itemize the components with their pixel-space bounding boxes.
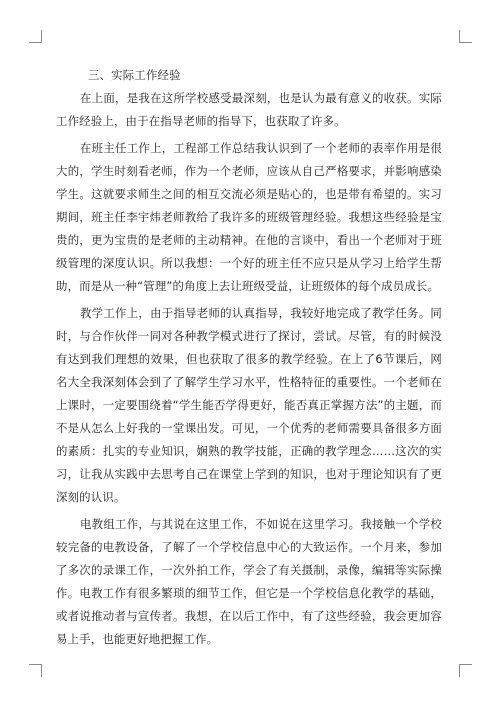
paragraph-class-teacher-work: 在班主任工作上，工程部工作总结我认识到了一个老师的表率作用是很大的，学生时刻看老师，作为一个老师，应该从自己严格要求，并影响感染学生。这就要求师生之间的相互交流必须是贴心的，也是带有希望的。实习期间，班主任李宇炜老师教给了我许多的班级管理经验。我想这些经验是宝贵的，更为宝贵的是老师的主动精神。在他的言谈中，看出一个老师对于班级管理的深度认识。所以我想：一个好的班主任不应只是从学习上给学生帮助，而是从一种“管理”的角度上去让班级受益，让班级体的每个成员成长。 (56, 141, 442, 293)
crop-mark-bottom-right (459, 664, 472, 677)
section-title: 三、实际工作经验 (88, 68, 181, 82)
crop-mark-top-right (459, 30, 472, 43)
paragraph-work-experience-intro: 在上面，是我在这所学校感受最深刻，也是认为最有意义的收获。实际工作经验上，由于在指导老师的指导下，也获取了许多。 (56, 91, 442, 128)
crop-mark-bottom-left (29, 664, 42, 677)
paragraph-av-education-work: 电教组工作，与其说在这里工作，不如说在这里学习。我接触一个学校较完备的电教设备，了解了一个学校信息中心的大致运作。一个月来，参加了多次的录课工作，一次外拍工作，学会了有关摄制，录像，编辑等实际操作。电教工作有很多繁琐的细节工作，但它是一个学校信息化教学的基础，或者说推动者与宣传者。我想，在以后工作中，有了这些经验，我会更加容易上手，也能更好地把握工作。 (56, 517, 442, 646)
paragraph-teaching-work: 教学工作上，由于指导老师的认真指导，我较好地完成了教学任务。同时，与合作伙伴一同对各种教学模式进行了探讨，尝试。尽管，有的时候没有达到我们理想的效果，但也获取了很多的教学经验。在上了6节课后，网名大全我深刻体会到了了解学生学习水平，性格特征的重要性。一个老师在上课时，一定要围绕着“学生能否学得更好，能否真正掌握方法”的主题，而不是从怎么上好我的一堂课出发。可见，一个优秀的老师需要具备很多方面的素质：扎实的专业知识，娴熟的教学技能，正确的教学理念……这次的实习，让我从实践中去思考自己在课堂上学到的知识，也对于理论知识有了更深刻的认识。 (56, 306, 442, 504)
document-body (56, 64, 442, 655)
crop-mark-top-left (29, 30, 42, 43)
